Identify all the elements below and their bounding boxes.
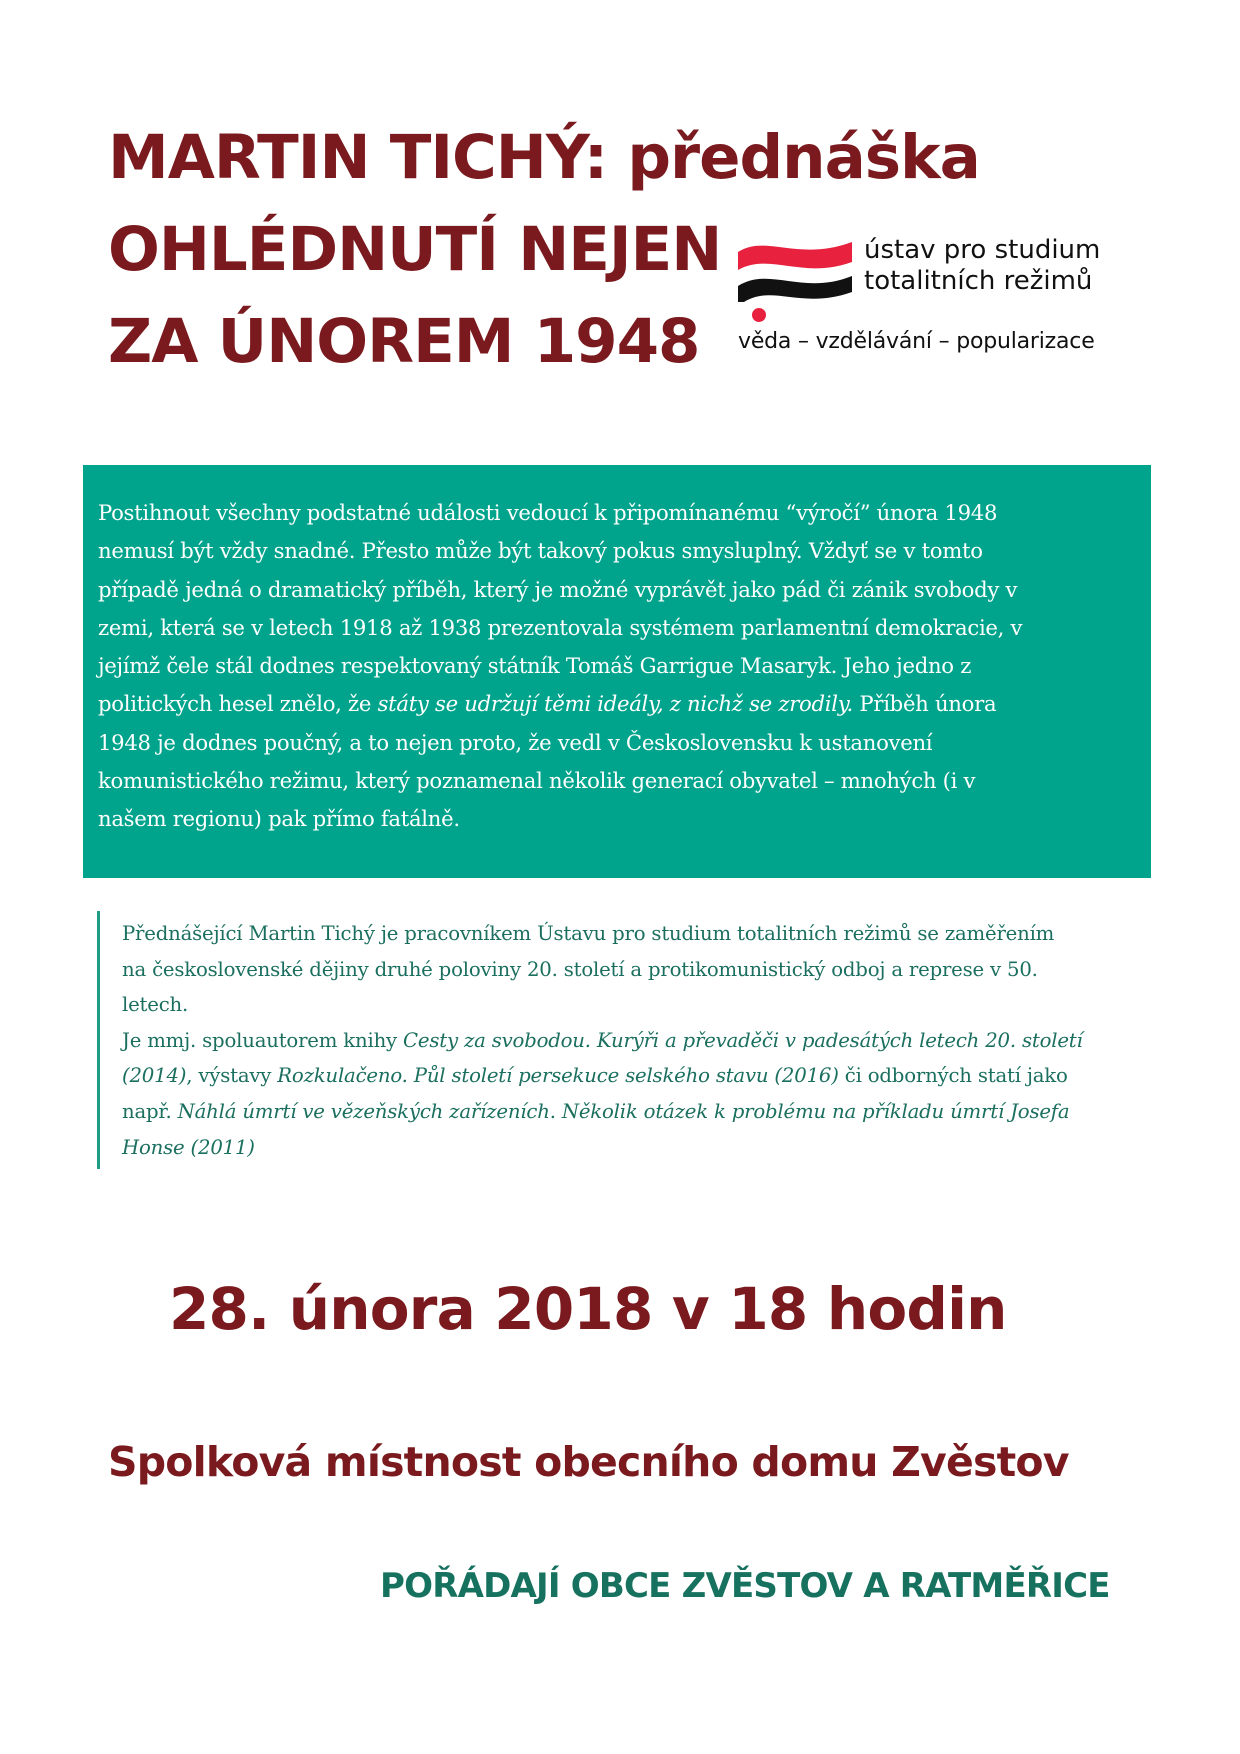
logo-name-line-2: totalitních režimů	[864, 266, 1093, 296]
bio-line-5-b: , výstavy	[186, 1064, 278, 1088]
bio-line-5-c: či odborných statí jako	[838, 1064, 1068, 1088]
book-year: (2014)	[122, 1064, 187, 1088]
intro-line-2: nemusí být vždy snadné. Přesto může být takový pokus smysluplný. Vždyť se v tomto	[98, 538, 983, 564]
bio-line-7	[122, 1130, 1159, 1166]
intro-line-4: zemi, která se v letech 1918 až 1938 prezentovala systémem parlamentní demokracie, v	[98, 614, 1023, 640]
bio-line-4-a: Je mmj. spoluautorem knihy	[122, 1028, 404, 1052]
bio-line-5	[122, 1058, 1159, 1094]
bio-line-2: na československé dějiny druhé poloviny 20. století a protikomunistický odboj a represe v 50.	[122, 957, 1038, 981]
intro-line-6-b: Příběh února	[852, 691, 997, 717]
logo-name-line-1: ústav pro studium	[864, 235, 1101, 265]
bio-line-3: letech.	[122, 993, 189, 1017]
bio-line-6	[122, 1094, 1159, 1130]
intro-line-3: případě jedná o dramatický příběh, který je možné vyprávět jako pád či zánik svobody v	[98, 576, 1018, 602]
speaker-bio	[97, 911, 1159, 1169]
exhibition-title: Rozkulačeno. Půl století persekuce selského stavu (2016)	[277, 1064, 839, 1088]
bio-line-6-a: např.	[122, 1099, 178, 1123]
bio-line-1: Přednášející Martin Tichý je pracovníkem Ústavu pro studium totalitních režimů se zaměřením	[122, 922, 1055, 945]
article-title: Náhlá úmrtí ve vězeňských zařízeních. Několik otázek k problému na příkladu úmrtí Josefa	[177, 1099, 1070, 1123]
title-line-1: MARTIN TICHÝ: přednáška	[108, 122, 980, 193]
event-date: 28. února 2018 v 18 hodin	[169, 1275, 1007, 1343]
masaryk-quote: státy se udržují těmi ideály, z nichž se zrodily.	[377, 691, 853, 717]
event-organizers: POŘÁDAJÍ OBCE ZVĚSTOV A RATMĚŘICE	[380, 1566, 1110, 1606]
intro-line-5: jejímž čele stál dodnes respektovaný státník Tomáš Garrigue Masaryk. Jeho jedno z	[98, 653, 972, 679]
flag-logo-icon	[736, 236, 854, 322]
intro-line-1: Postihnout všechny podstatné události vedoucí k připomínanému “výročí” února 1948	[98, 500, 998, 525]
intro-line-9: našem regionu) pak přímo fatálně.	[98, 806, 460, 832]
intro-line-8: komunistického režimu, který poznamenal několik generací obyvatel – mnohých (i v	[98, 768, 976, 794]
intro-box	[83, 465, 1151, 878]
intro-line-7: 1948 je dodnes poučný, a to nejen proto, že vedl v Československu k ustanovení	[98, 729, 933, 755]
logo-tagline: věda – vzdělávání – popularizace	[738, 329, 1095, 354]
article-title-end: Honse (2011)	[122, 1135, 255, 1159]
title-line-2: OHLÉDNUTÍ NEJEN	[108, 214, 722, 285]
title-line-3: ZA ÚNOREM 1948	[108, 306, 700, 377]
bio-line-4	[122, 1023, 1159, 1059]
book-title: Cesty za svobodou. Kurýři a převaděči v padesátých letech 20. století	[403, 1028, 1083, 1052]
intro-line-6	[98, 685, 1123, 723]
intro-line-6-a: politických hesel znělo, že	[98, 691, 378, 717]
ustr-logo	[736, 230, 1136, 370]
logo-name	[864, 235, 1100, 297]
event-venue: Spolková místnost obecního domu Zvěstov	[108, 1438, 1069, 1486]
